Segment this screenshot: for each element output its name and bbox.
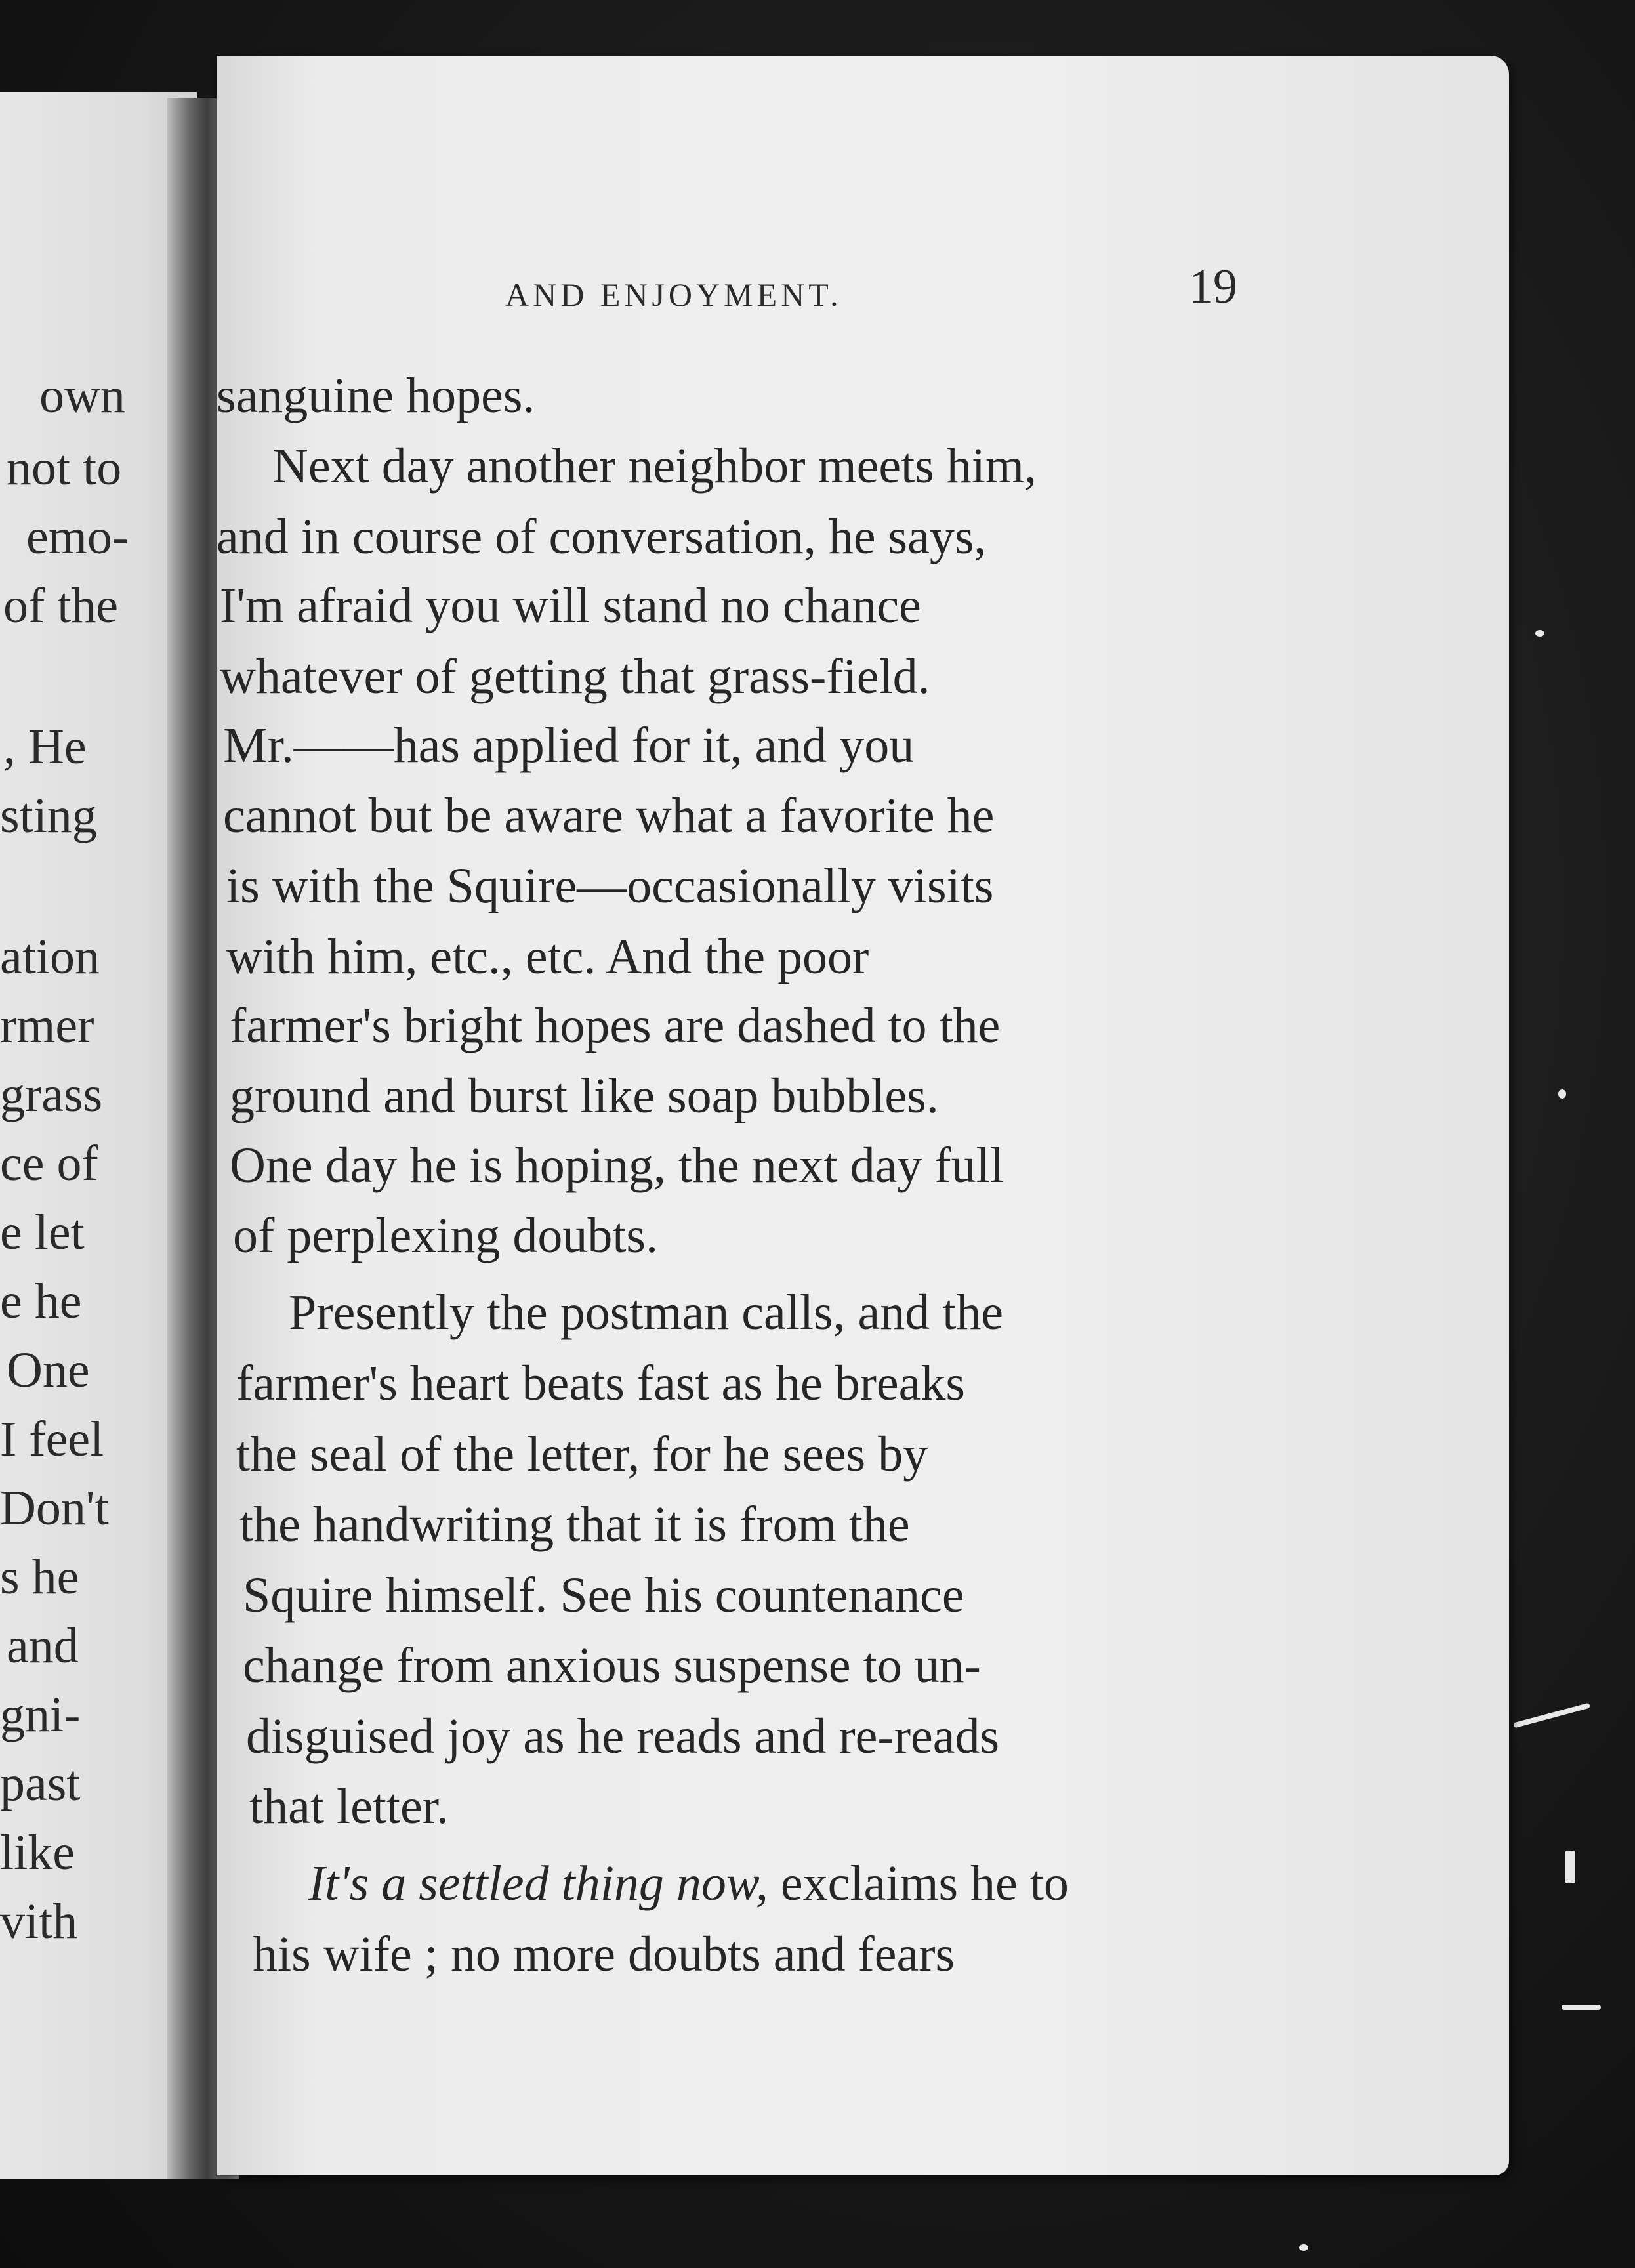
left-page-line: One [7,1343,90,1398]
running-head: AND ENJOYMENT. [505,276,842,313]
text-line: Mr.——has applied for it, and you [223,718,915,773]
text-line: cannot but be aware what a favorite he [223,788,995,843]
dust-speck [1535,630,1544,637]
dust-speck [1299,2244,1308,2251]
left-page-line: ation [0,929,100,984]
left-page-line: gni- [0,1687,81,1742]
text-fragment: exclaims he to [768,1856,1069,1911]
text-line: whatever of getting that grass-field. [220,649,930,704]
left-page-line: and [7,1618,79,1673]
text-line: Next day another neighbor meets him, [272,438,1037,494]
left-page-line: ce of [0,1136,98,1191]
left-page-line: own [39,368,125,423]
text-line: his wife ; no more doubts and fears [253,1927,955,1982]
left-page-line: not to [7,440,122,495]
dust-speck [1558,1089,1566,1099]
left-page-line: Don't [0,1480,109,1536]
left-page-line: s he [0,1549,79,1605]
text-line: of perplexing doubts. [233,1208,659,1263]
left-page-line: , He [3,719,87,774]
left-page-line: e he [0,1274,82,1329]
text-line: change from anxious suspense to un- [243,1638,981,1693]
text-line: sanguine hopes. [217,368,535,423]
left-page-line: past [0,1756,81,1811]
text-line: and in course of conversation, he says, [217,509,987,564]
left-page-line: I feel [0,1412,104,1467]
text-line: is with the Squire—occasionally visits [226,858,994,914]
left-page-line: like [0,1825,75,1880]
text-line: with him, etc., etc. And the poor [226,929,869,984]
text-line: farmer's heart beats fast as he breaks [236,1356,965,1411]
left-page-line: vith [0,1894,78,1949]
text-line: ground and burst like soap bubbles. [230,1068,939,1124]
text-line: that letter. [249,1779,449,1834]
left-page-line: sting [0,788,97,843]
text-line: Presently the postman calls, and the [289,1285,1004,1340]
text-line: farmer's bright hopes are dashed to the [230,998,1001,1053]
text-line: disguised joy as he reads and re-reads [246,1709,1000,1764]
text-line: One day he is hoping, the next day full [230,1138,1004,1193]
dust-speck [1565,1851,1575,1883]
text-line: Squire himself. See his countenance [243,1568,964,1623]
left-page-line: of the [3,578,119,633]
left-page-line: grass [0,1067,103,1122]
page-number: 19 [1189,260,1237,314]
text-line: I'm afraid you will stand no chance [220,578,921,633]
italic-phrase: It's a settled thing now, [308,1856,768,1911]
left-page-line: rmer [0,998,94,1053]
text-line [308,1856,1069,1911]
text-line: the handwriting that it is from the [239,1497,910,1552]
text-line: the seal of the letter, for he sees by [236,1427,928,1482]
dust-speck [1562,2005,1601,2010]
left-page-line: emo- [26,509,129,564]
left-page-line: e let [0,1205,85,1260]
